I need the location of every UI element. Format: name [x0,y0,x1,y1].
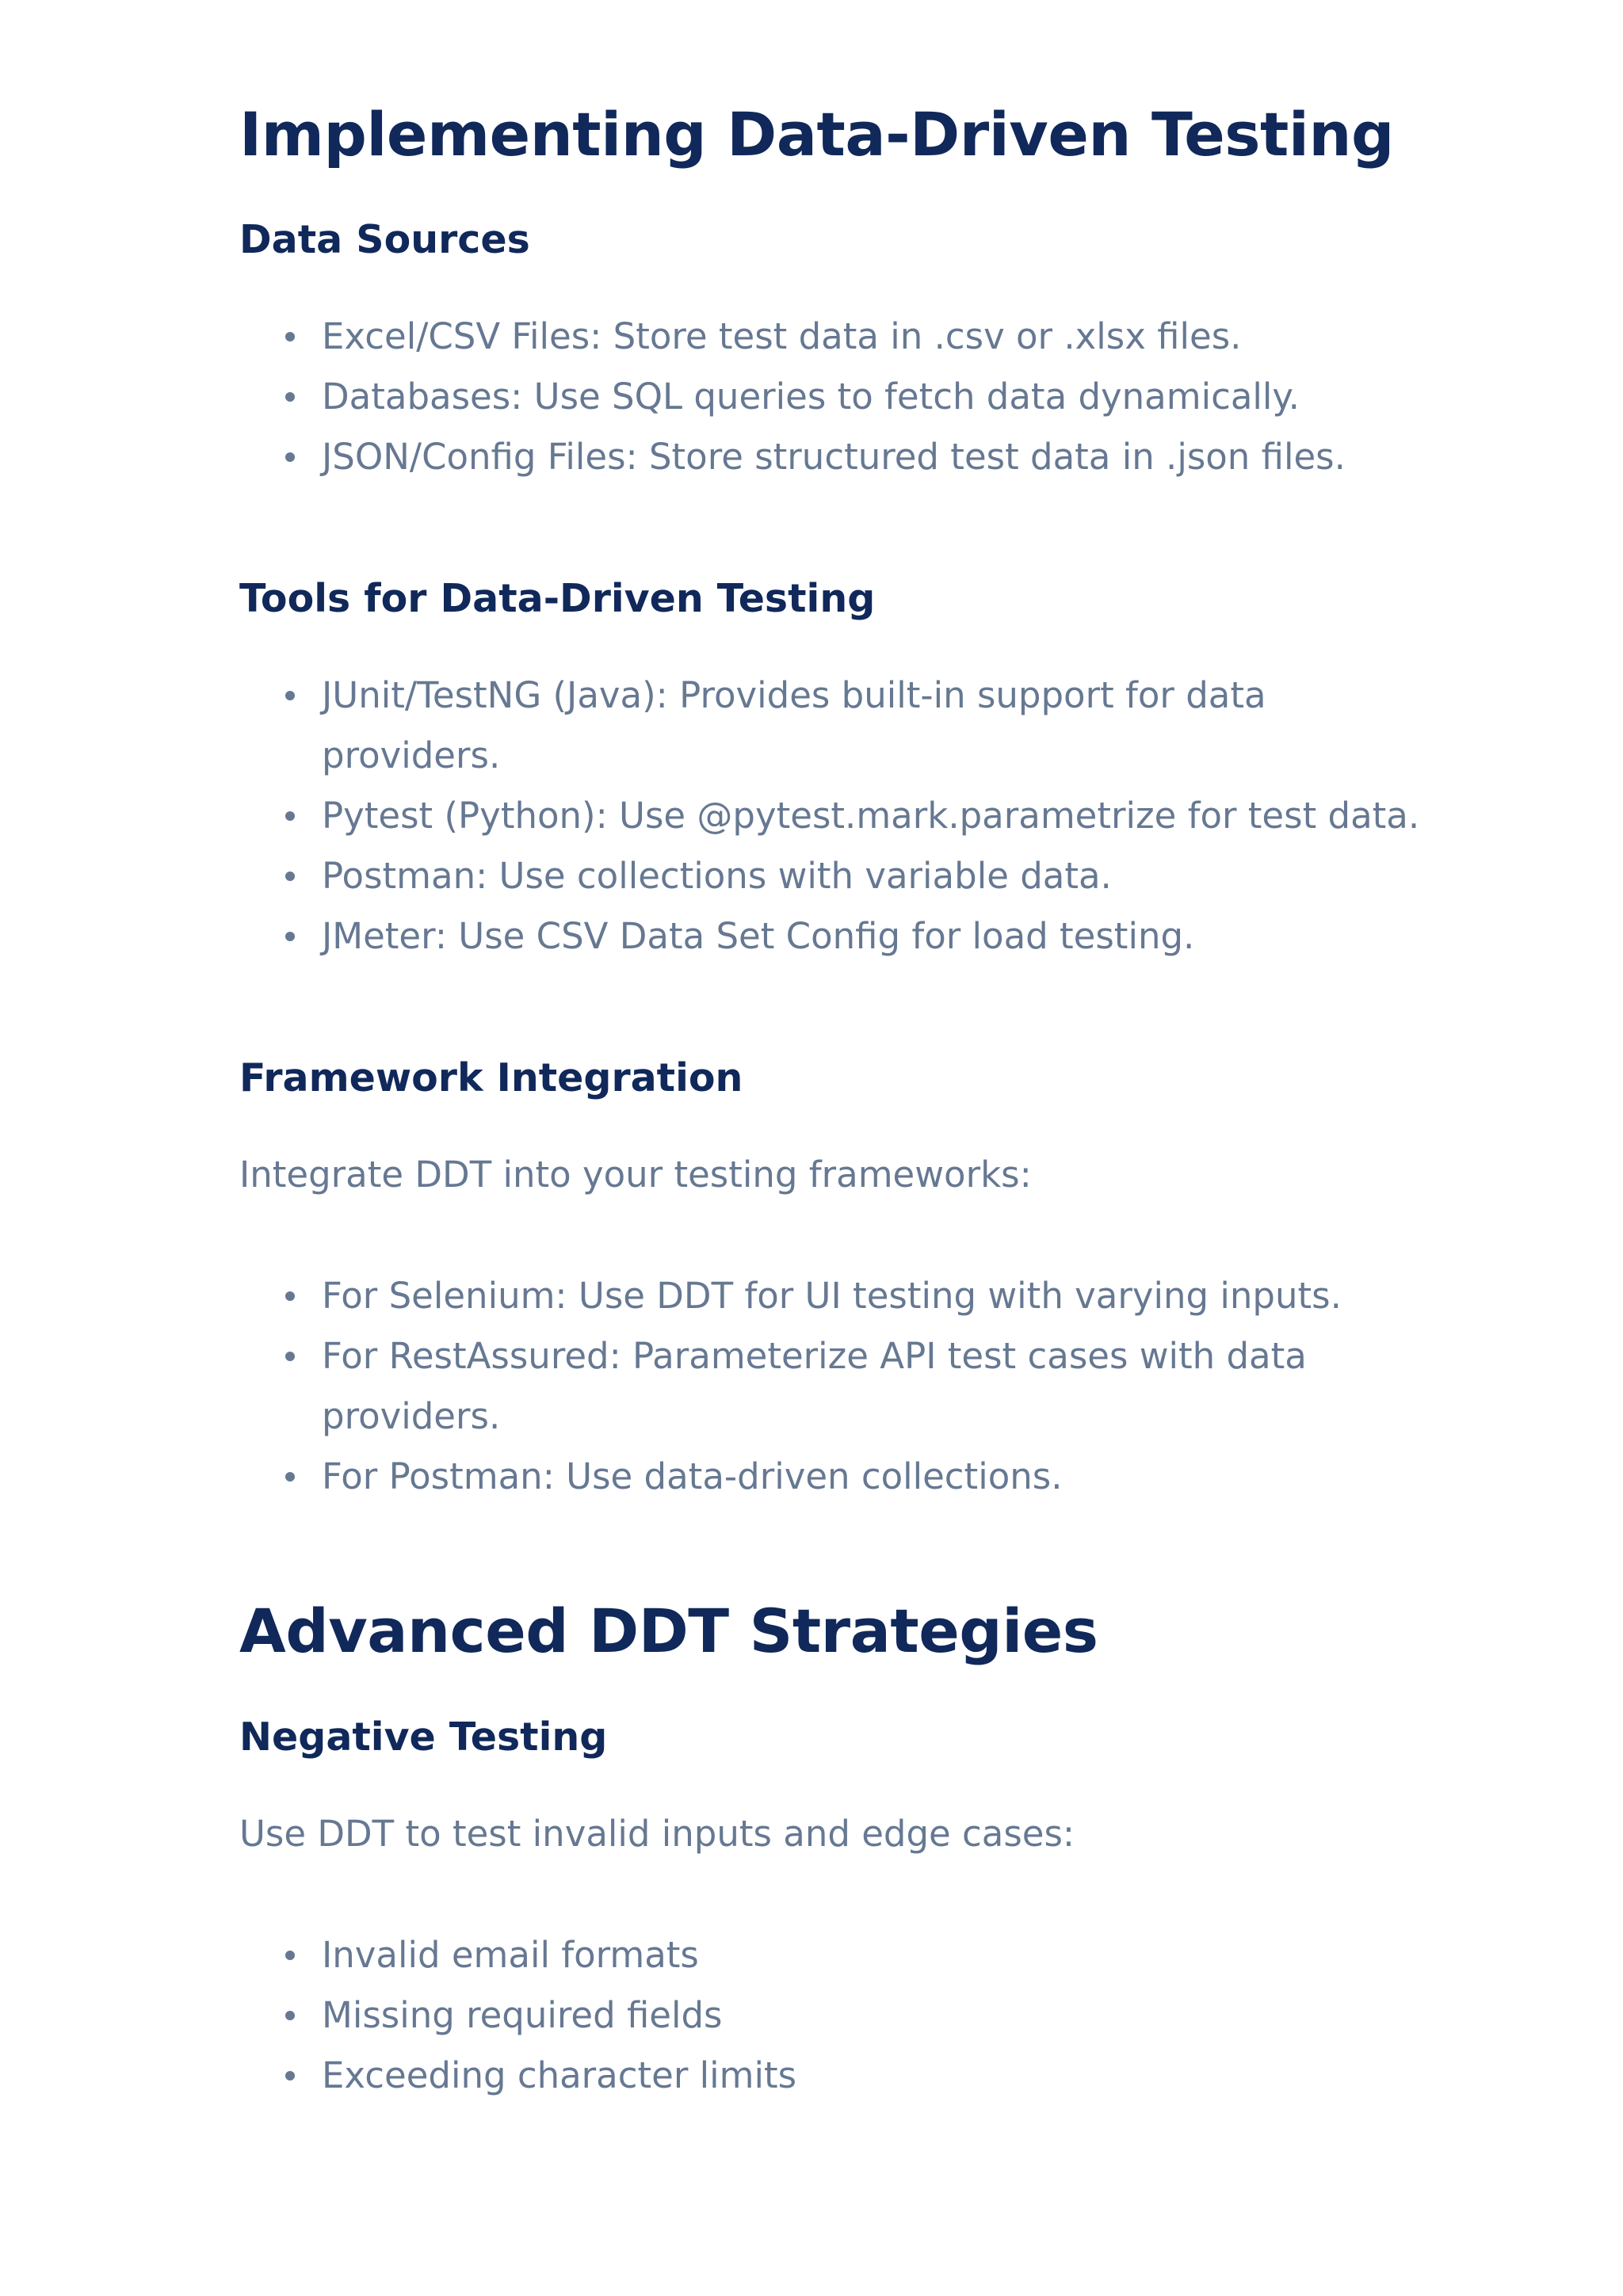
list-item: Postman: Use collections with variable data. [239,846,1425,906]
list-item: Missing required fields [239,1985,1425,2046]
list-item: Excel/CSV Files: Store test data in .csv or .xlsx files. [239,307,1425,367]
list-item: For RestAssured: Parameterize API test cases with data providers. [239,1326,1425,1447]
list-item: Invalid email formats [239,1925,1425,1985]
section-heading-negative-testing: Negative Testing [239,1714,608,1760]
negative-testing-intro: Use DDT to test invalid inputs and edge cases: [239,1813,1075,1855]
list-item: Pytest (Python): Use @pytest.mark.parametrize for test data. [239,786,1425,846]
negative-testing-list [239,1925,1425,2106]
list-item: Databases: Use SQL queries to fetch data dynamically. [239,367,1425,427]
list-item: For Postman: Use data-driven collections. [239,1447,1425,1507]
list-item: JUnit/TestNG (Java): Provides built-in support for data providers. [239,666,1425,786]
framework-integration-list [239,1266,1425,1507]
section-heading-tools: Tools for Data-Driven Testing [239,576,876,621]
list-item: JMeter: Use CSV Data Set Config for load testing. [239,906,1425,967]
list-item: For Selenium: Use DDT for UI testing with varying inputs. [239,1266,1425,1326]
page-title: Implementing Data-Driven Testing [239,99,1394,170]
list-item: Exceeding character limits [239,2046,1425,2106]
data-sources-list [239,307,1425,487]
list-item: JSON/Config Files: Store structured test data in .json files. [239,427,1425,487]
tools-list [239,666,1425,967]
section-heading-data-sources: Data Sources [239,217,530,262]
section-heading-framework-integration: Framework Integration [239,1055,743,1100]
framework-integration-intro: Integrate DDT into your testing frameworks: [239,1154,1032,1196]
advanced-strategies-title: Advanced DDT Strategies [239,1596,1098,1666]
